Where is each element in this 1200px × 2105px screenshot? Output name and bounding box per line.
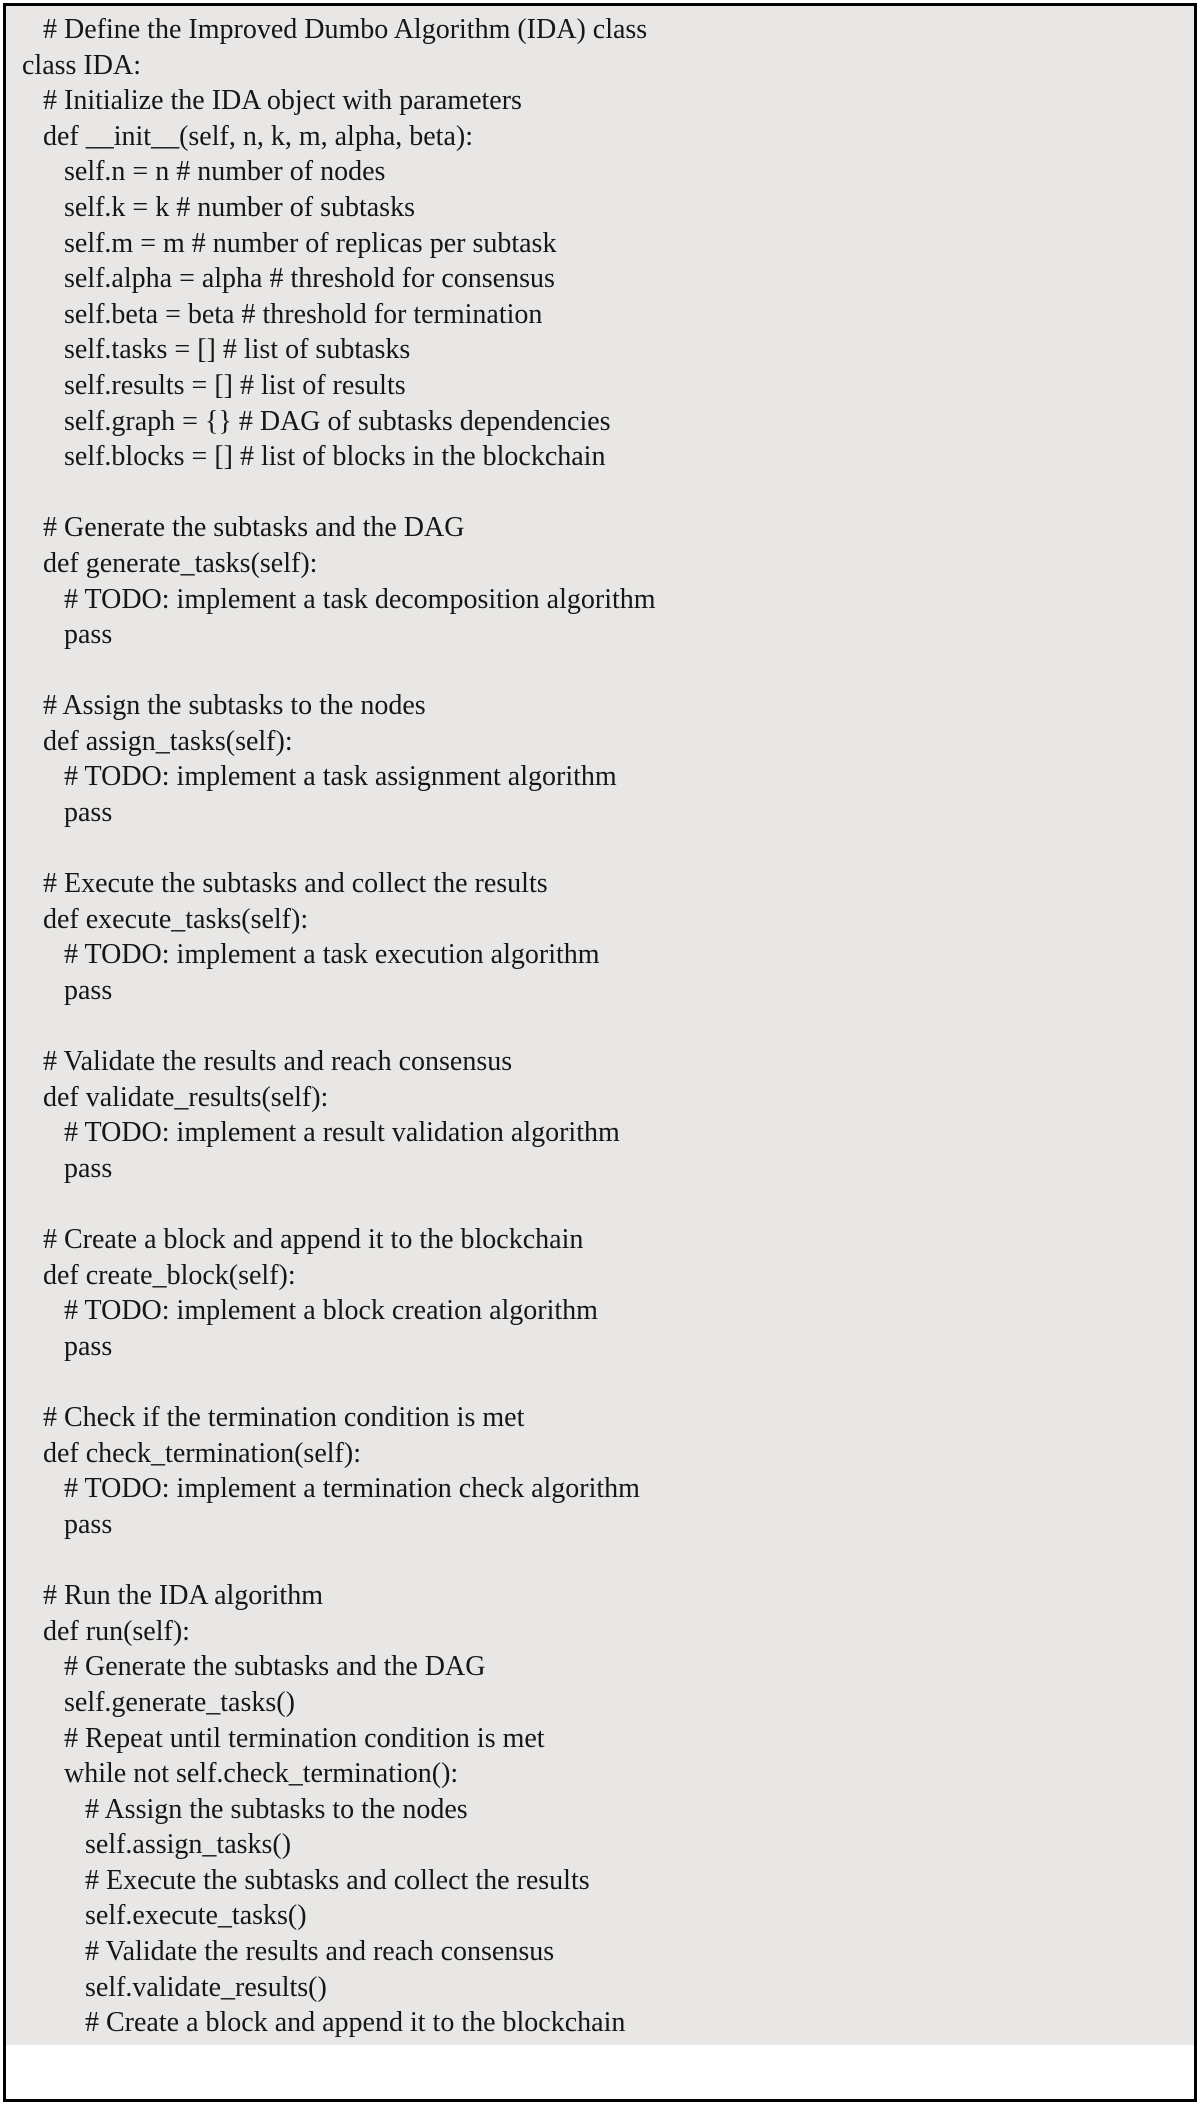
code-line: while not self.check_termination(): [64,1758,459,1790]
code-line: self.graph = {} # DAG of subtasks dependencies [64,405,611,437]
code-listing-frame [3,3,1197,2102]
code-line: self.beta = beta # threshold for termination [64,298,543,330]
code-line: # Create a block and append it to the blockchain [43,1224,584,1256]
code-line [6,1365,1194,1401]
code-line: pass [64,619,113,651]
code-line: # TODO: implement a block creation algorithm [64,1295,598,1327]
code-line: self.results = [] # list of results [64,369,406,401]
code-line: self.assign_tasks() [85,1829,292,1861]
code-line: # Check if the termination condition is met [43,1402,525,1434]
code-line: # Validate the results and reach consensus [43,1046,513,1078]
code-line: pass [64,1153,113,1184]
code-line: def generate_tasks(self): [43,547,318,579]
code-line: # TODO: implement a termination check algorithm [64,1473,640,1505]
code-lines [6,12,1194,2041]
code-line: # TODO: implement a task assignment algorithm [64,761,617,793]
code-line [6,1543,1194,1579]
code-line: # Generate the subtasks and the DAG [64,1651,486,1683]
code-line: pass [64,1508,113,1540]
code-block [6,6,1194,2045]
code-line: # TODO: implement a result validation algorithm [64,1117,620,1149]
code-line: self.n = n # number of nodes [64,156,386,188]
code-line [6,1009,1194,1045]
code-line: pass [64,1330,113,1362]
code-line: # Initialize the IDA object with parameters [43,85,522,117]
code-line: # Define the Improved Dumbo Algorithm (IDA) class [43,14,648,45]
code-line: self.execute_tasks() [85,1900,307,1932]
code-line: # Repeat until termination condition is met [64,1722,545,1754]
code-line: def check_termination(self): [43,1437,361,1469]
code-line: # TODO: implement a task execution algorithm [64,939,600,971]
code-line: # Assign the subtasks to the nodes [43,690,426,722]
code-line: class IDA: [22,49,141,81]
code-line: pass [64,797,113,829]
code-line: pass [64,975,113,1007]
code-line: self.generate_tasks() [64,1686,295,1718]
code-line: def __init__(self, n, k, m, alpha, beta): [43,120,473,152]
code-line: # Generate the subtasks and the DAG [43,512,465,544]
code-line: self.validate_results() [85,1971,327,2003]
code-line: # Create a block and append it to the blockchain [85,2007,626,2039]
bottom-margin [6,2045,1194,2102]
code-line: self.k = k # number of subtasks [64,191,415,223]
code-line: self.tasks = [] # list of subtasks [64,334,411,366]
code-line: def create_block(self): [43,1259,296,1291]
code-line [6,653,1194,689]
code-line: # TODO: implement a task decomposition algorithm [64,583,656,615]
code-line: def execute_tasks(self): [43,903,309,935]
code-line [6,831,1194,867]
code-line: self.m = m # number of replicas per subtask [64,227,557,259]
code-line: def validate_results(self): [43,1081,329,1113]
code-line: # Run the IDA algorithm [43,1580,323,1612]
code-line: def run(self): [43,1615,190,1647]
code-line [6,475,1194,511]
code-line: # Execute the subtasks and collect the results [85,1864,590,1896]
code-line: self.blocks = [] # list of blocks in the blockchain [64,441,606,473]
code-line: # Execute the subtasks and collect the results [43,868,548,900]
code-line: # Assign the subtasks to the nodes [85,1793,468,1825]
code-line: def assign_tasks(self): [43,725,293,757]
code-line: # Validate the results and reach consensus [85,1936,555,1968]
code-line: self.alpha = alpha # threshold for consensus [64,263,555,295]
code-line [6,1187,1194,1223]
